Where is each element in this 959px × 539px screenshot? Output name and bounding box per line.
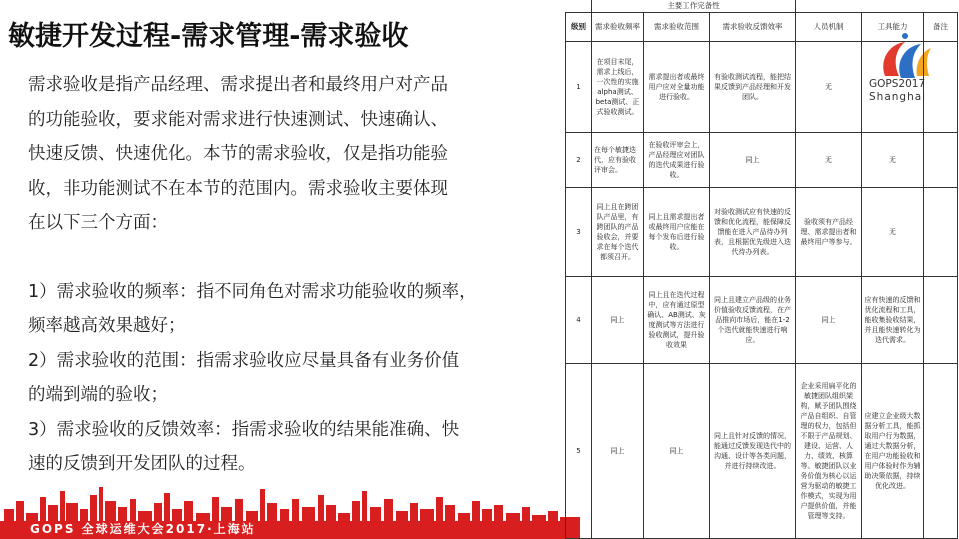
- header-blank: [566, 0, 592, 13]
- cell-freq: 在项目末尾，需求上线后，一次性的实施alpha测试、beta测试、正式验收测试。: [592, 42, 644, 133]
- logo-subtext: Shanghai: [869, 91, 927, 103]
- cell-people: 无: [796, 42, 862, 133]
- cell-feedback: 同上: [710, 133, 796, 188]
- col-header-people: 人员机制: [796, 13, 862, 42]
- table-header-row: [566, 13, 958, 42]
- cell-freq: 同上且在跨团队产品里，有跨团队的产品验收会，并要求在每个迭代都须召开。: [592, 188, 644, 277]
- cell-level: 5: [566, 364, 592, 539]
- cell-freq: 同上: [592, 277, 644, 364]
- table-row: [566, 364, 958, 539]
- cell-feedback: 同上且建立产品级的业务价值验收反馈流程，在产品推向市场后，能在1-2个迭代就能快速进行响应。: [710, 277, 796, 364]
- cell-scope: 同上且在迭代过程中，应有通过原型确认、AB测试、灰度测试等方法进行验收测试，提升验收效果: [644, 277, 710, 364]
- cell-notes: [924, 364, 958, 539]
- cell-scope: 需求提出者或最终用户应对全量功能进行验收。: [644, 42, 710, 133]
- cell-notes: [924, 133, 958, 188]
- footer-conference-name: GOPS 全球运维大会2017·上海站: [30, 522, 256, 536]
- intro-line: 需求验收是指产品经理、需求提出者和最终用户对产品: [28, 75, 448, 95]
- spacer: [28, 241, 508, 275]
- table-row: [566, 42, 958, 133]
- cell-tools: 无: [862, 133, 924, 188]
- point-line: 2）需求验收的范围：指需求验收应尽量具备有业务价值: [28, 350, 460, 371]
- slide-body: [28, 68, 508, 482]
- header-blank: [924, 0, 958, 13]
- col-header-freq: 需求验收频率: [592, 13, 644, 42]
- logo-text: GOPS2017: [869, 78, 926, 90]
- cell-tools: [862, 42, 927, 133]
- header-blank: [862, 0, 924, 13]
- intro-line: 的功能验收，要求能对需求进行快速测试、快速确认、: [28, 109, 448, 130]
- point-line: 频率越高效果越好；: [28, 316, 186, 336]
- intro-line: 收，非功能测试不在本节的范围内。需求验收主要体现: [28, 178, 448, 199]
- point-line: 速的反馈到开发团队的过程。: [28, 454, 256, 474]
- maturity-table: [565, 0, 957, 539]
- col-header-notes: 备注: [924, 13, 958, 42]
- cell-people: 验收须有产品经理、需求提出者和最终用户等参与。: [796, 188, 862, 277]
- cell-notes: [924, 42, 958, 133]
- point-line: 1）需求验收的频率：指不同角色对需求功能验收的频率，: [28, 281, 477, 302]
- table-group-header-row: [566, 0, 958, 13]
- cell-tools: 应有快速的反馈和优化流程和工具，能收集验收结果，并且能快速转化为迭代需求。: [862, 277, 924, 364]
- slide-title: 敏捷开发过程-需求管理-需求验收: [8, 21, 409, 52]
- group-header: 主要工作完备性: [592, 0, 796, 13]
- cell-level: 4: [566, 277, 592, 364]
- cell-freq: 同上: [592, 364, 644, 539]
- col-header-level: 级别: [566, 13, 592, 42]
- cell-notes: [924, 188, 958, 277]
- table-row: [566, 277, 958, 364]
- cell-feedback: 对验收测试应有快速的反馈和优化流程，能保障反馈能在进入产品待办列表，且根据优先级进入迭代待办列表。: [710, 188, 796, 277]
- cell-level: 3: [566, 188, 592, 277]
- cell-people: 无: [796, 133, 862, 188]
- col-header-scope: 需求验收范围: [644, 13, 710, 42]
- cell-feedback: 有验收测试流程，能把结果反馈到产品经理和开发团队。: [710, 42, 796, 133]
- table-row: [566, 133, 958, 188]
- cell-level: 1: [566, 42, 592, 133]
- cell-scope: 在验收评审会上，产品经理应对团队的迭代成果进行验收。: [644, 133, 710, 188]
- point-line: 3）需求验收的反馈效率：指需求验收的结果能准确、快: [28, 419, 460, 440]
- cell-level: 2: [566, 133, 592, 188]
- cell-scope: 同上: [644, 364, 710, 539]
- header-blank: [796, 0, 862, 13]
- cell-tools: 无: [862, 188, 924, 277]
- intro-line: 快速反馈、快速优化。本节的需求验收，仅是指功能验: [28, 144, 448, 164]
- table-row: [566, 188, 958, 277]
- point-line: 的端到端的验收；: [28, 385, 168, 405]
- cell-people: 同上: [796, 277, 862, 364]
- cell-scope: 同上且需求提出者或最终用户应能在每个发布后进行验收。: [644, 188, 710, 277]
- cell-feedback: 同上且针对反馈的情况，能通过反馈发现迭代中的沟通、设计等各类问题，并进行持续改进。: [710, 364, 796, 539]
- intro-line: 在以下三个方面：: [28, 213, 168, 233]
- cell-people: 企业采用扁平化的敏捷团队组织架构，赋予团队围绕产品自组织、自管理的权力，包括但不限于产品规划、建设、运营、人力、绩效、核算等。敏捷团队以业务价值为核心以运营为驱动的敏捷工作模式，实现为用户提供价值，并能管理等支持。: [796, 364, 862, 539]
- cell-freq: 在每个敏捷迭代，应有验收评审会。: [592, 133, 644, 188]
- cell-tools: 应建立企业级大数据分析工具，能抓取用户行为数据，通过大数据分析，在用户功能验收和用户体验时作为辅助决策依据，持续优化改进。: [862, 364, 924, 539]
- cell-notes: [924, 277, 958, 364]
- col-header-tools: 工具能力: [862, 13, 924, 42]
- col-header-feedback: 需求验收反馈效率: [710, 13, 796, 42]
